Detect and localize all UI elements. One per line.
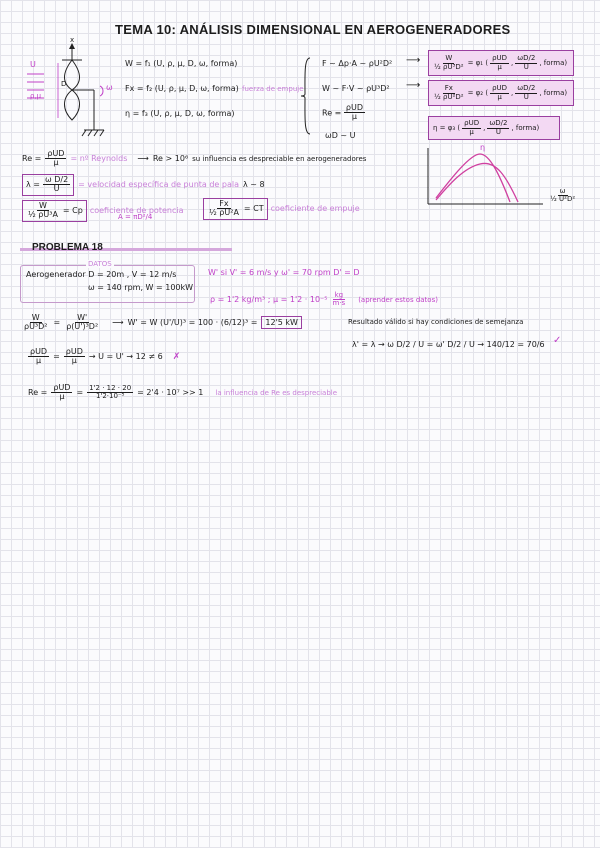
ct-eq: = CT bbox=[243, 204, 264, 214]
b2-rhs: = φ₂ ( bbox=[467, 89, 489, 97]
graph-x-den: ½ U²D² bbox=[550, 195, 576, 204]
re-den: μ bbox=[53, 158, 59, 168]
b2-b-den: U bbox=[523, 92, 529, 101]
re-cond: Re > 10⁶ bbox=[152, 154, 189, 164]
reynolds-relation bbox=[322, 104, 365, 122]
eq3-lhs: Re = bbox=[28, 388, 48, 398]
arrow-1: ⟶ bbox=[406, 55, 421, 66]
wind-u-label: U bbox=[30, 60, 36, 69]
graph-eta-label: η bbox=[480, 143, 486, 152]
cross-icon: ✗ bbox=[172, 351, 181, 362]
eq1-b-num: W' bbox=[77, 313, 88, 322]
b3-b-num: ωD/2 bbox=[489, 119, 508, 128]
graph-x-label bbox=[548, 188, 577, 204]
equation-1: $\frac{W}{\text{ρU³D²}}$ = $\frac{W'}{\text{ρ(U')³D²}}$ ⟶ W' = W (U'/U)³ = 100 · (6/12)³ = 12'5 kW bbox=[22, 314, 302, 332]
lambda-num: ω D/2 bbox=[44, 175, 69, 184]
relation-power: W = f₁ (U, ρ, μ, D, ω, forma) bbox=[125, 59, 238, 68]
reynolds-den: μ bbox=[351, 112, 358, 122]
eq3-result: = 2'4 · 10⁷ >> 1 bbox=[137, 388, 204, 398]
ct-definition bbox=[203, 198, 360, 220]
b3-a-den: μ bbox=[469, 127, 474, 136]
b3-b-den: U bbox=[495, 127, 501, 136]
force-scaling: F ~ Δp·A ~ ρU²D² bbox=[322, 59, 393, 68]
b2-a-den: μ bbox=[497, 92, 502, 101]
eq1-b-den: ρ(U')³D² bbox=[66, 322, 99, 332]
eq2-a-den: μ bbox=[36, 356, 42, 366]
question: W' si V' = 6 m/s y ω' = 70 rpm D' = D bbox=[208, 268, 360, 277]
lambda-equality: λ' = λ → ω D/2 / U = ω' D/2 / U → 140/12 = 70/6 bbox=[352, 340, 545, 349]
re-note: = nº Reynolds bbox=[70, 154, 128, 164]
eq1-a-den: ρU³D² bbox=[24, 322, 48, 332]
eq2-b-den: μ bbox=[71, 356, 77, 366]
re-cond-text: su influencia es despreciable en aerogeneradores bbox=[192, 154, 367, 163]
data-tag: DATOS bbox=[88, 260, 112, 268]
b1-rhs: = φ₁ ( bbox=[467, 59, 489, 67]
b1-b-den: U bbox=[523, 62, 529, 71]
relation-efficiency: η = f₃ (U, ρ, μ, D, ω, forma) bbox=[125, 109, 235, 118]
cp-definition bbox=[22, 200, 183, 222]
props-unit-den: m·s bbox=[332, 299, 346, 308]
eq2-b-num: ρUD bbox=[65, 347, 83, 356]
page-title: TEMA 10: ANÁLISIS DIMENSIONAL EN AEROGENERADORES bbox=[115, 22, 511, 37]
b2-den: ½ ρU²D² bbox=[434, 92, 464, 101]
axis-x-label: x bbox=[70, 36, 75, 44]
efficiency-graph bbox=[418, 146, 548, 216]
props-text: ρ = 1'2 kg/m³ ; μ = 1'2 · 10⁻⁵ bbox=[210, 295, 328, 305]
equation-3: Re = $\frac{\text{ρUD}}{\mu}$ = $\frac{1'2 \cdot 12 \cdot 20}{\text{1'2·10⁻⁵}}$ = 2'4 · 10⁷ >> 1 la influencia de Re es despreciable bbox=[28, 383, 338, 402]
check-icon: ✓ bbox=[553, 335, 562, 346]
reynolds-definition: Re = $\frac{\text{ρUD}}{\mu}$ = nº Reynolds ⟶ Re > 10⁶ su influencia es despreciable en aerogeneradores bbox=[22, 149, 367, 168]
eq3-note: la influencia de Re es despreciable bbox=[215, 388, 338, 397]
cp-eq: = Cp bbox=[62, 206, 83, 216]
b1-a-den: μ bbox=[497, 62, 502, 71]
b1-a-num: ρUD bbox=[492, 54, 508, 63]
omega-label: ω bbox=[106, 83, 113, 92]
eq3-num: ρUD bbox=[53, 383, 71, 392]
b1-num: W bbox=[445, 54, 453, 63]
cp-num: W bbox=[39, 201, 47, 210]
cp-note: coeficiente de potencia bbox=[89, 206, 184, 216]
b2-num: Fx bbox=[444, 84, 453, 93]
arrow-2: ⟶ bbox=[406, 80, 421, 91]
b2-end: , forma) bbox=[539, 89, 568, 97]
lambda-note: = velocidad específica de punta de pala bbox=[78, 180, 239, 190]
data-line-1: Aerogenerador D = 20m , V = 12 m/s bbox=[26, 270, 177, 279]
props-unit-num: kg bbox=[334, 291, 344, 299]
efficiency-box: η = φ₃ ( $\frac{\text{ρUD}}{\mu}$ , $\frac{\omega D/2}{U}$ , forma) bbox=[428, 116, 560, 140]
reynolds-num: ρUD bbox=[345, 103, 364, 112]
re-num: ρUD bbox=[47, 149, 65, 158]
rho-mu-label: ρ,μ bbox=[30, 92, 42, 100]
problem-heading: PROBLEMA 18 bbox=[32, 242, 103, 253]
b2-b-num: ωD/2 bbox=[517, 84, 536, 93]
ct-den: ½ ρU²A bbox=[209, 208, 239, 218]
equation-2: $\frac{\text{ρUD}}{\mu}$ = $\frac{\text{ρUD}}{\mu}$ → U = U' → 12 ≠ 6 ✗ bbox=[30, 347, 181, 366]
graph-x-num: ω bbox=[559, 187, 566, 195]
omega-d-relation: ωD ~ U bbox=[325, 131, 356, 140]
eq2-result: → U = U' → 12 ≠ 6 bbox=[88, 352, 163, 362]
validity-note: Resultado válido si hay condiciones de semejanza bbox=[348, 318, 524, 326]
ct-note: coeficiente de empuje bbox=[270, 204, 360, 214]
thrust-coefficient-box: $\frac{Fx}{\text{½ ρU²D²}}$ = φ₂ ( $\frac{\text{ρUD}}{\mu}$ , $\frac{\omega D/2}{U}$ , forma) bbox=[428, 80, 574, 106]
b3-lhs: η = φ₃ ( bbox=[433, 124, 461, 132]
b3-a-num: ρUD bbox=[464, 119, 480, 128]
lambda-lhs: λ = bbox=[26, 180, 40, 190]
eq1-a-num: W bbox=[31, 313, 40, 322]
lambda-value: λ ~ 8 bbox=[243, 180, 265, 190]
reynolds-lhs: Re = bbox=[322, 108, 342, 118]
b1-b-num: ωD/2 bbox=[517, 54, 536, 63]
cp-den: ½ ρU³A bbox=[28, 210, 58, 220]
b1-end: , forma) bbox=[539, 59, 568, 67]
eq3-mid-num: 1'2 · 12 · 20 bbox=[89, 384, 132, 393]
thrust-note: fuerza de empuje bbox=[242, 85, 304, 93]
power-scaling: W ~ F·V ~ ρU³D² bbox=[322, 84, 390, 93]
eq3-mid-den: 1'2·10⁻⁵ bbox=[95, 392, 125, 401]
eq1-value: 12'5 kW bbox=[261, 316, 302, 329]
area-formula: A = πD²/4 bbox=[118, 213, 153, 221]
b2-a-num: ρUD bbox=[492, 84, 508, 93]
properties bbox=[210, 292, 438, 308]
lambda-den: U bbox=[53, 184, 60, 194]
eq3-den: μ bbox=[59, 392, 65, 402]
lambda-definition bbox=[22, 174, 265, 196]
brace bbox=[300, 56, 312, 136]
b3-end: , forma) bbox=[511, 124, 540, 132]
power-coefficient-box: $\frac{W}{\text{½ ρU³D²}}$ = φ₁ ( $\frac{\text{ρUD}}{\mu}$ , $\frac{\omega D/2}{U}$ , forma) bbox=[428, 50, 574, 76]
b1-den: ½ ρU³D² bbox=[434, 62, 464, 71]
ct-num: Fx bbox=[219, 199, 229, 208]
relation-thrust: Fx = f₂ (U, ρ, μ, D, ω, forma) bbox=[125, 84, 239, 93]
re-lhs: Re = bbox=[22, 154, 42, 164]
eq2-a-num: ρUD bbox=[30, 347, 48, 356]
data-line-2: ω = 140 rpm, W = 100kW bbox=[88, 283, 194, 292]
eq1-result: W' = W (U'/U)³ = 100 · (6/12)³ = bbox=[127, 318, 258, 328]
diameter-label: D bbox=[61, 80, 67, 88]
props-note: (aprender estos datos) bbox=[358, 295, 438, 304]
